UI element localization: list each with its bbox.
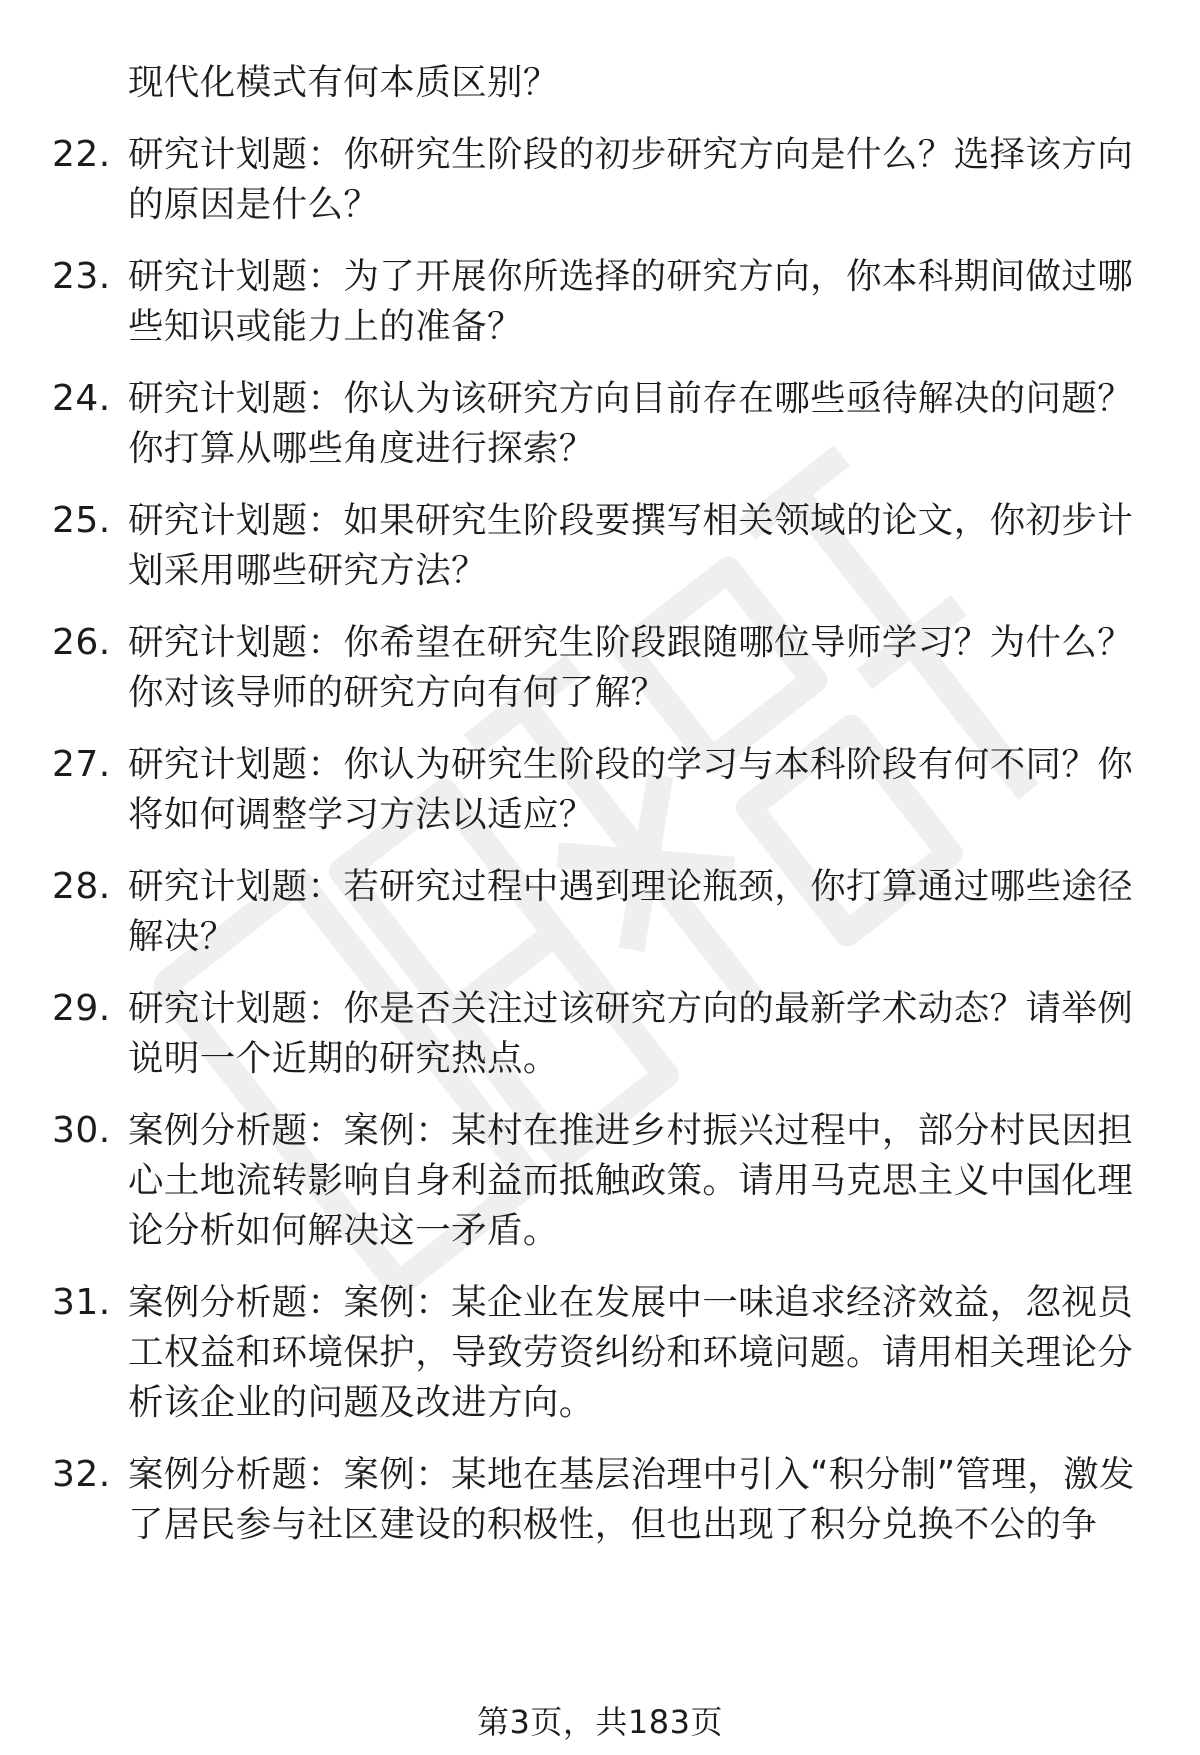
- item-number: 30.: [52, 1110, 111, 1151]
- item-number: 31.: [52, 1282, 111, 1323]
- item-text: 研究计划题：如果研究生阶段要撰写相关领域的论文，你初步计划采用哪些研究方法？: [128, 500, 1134, 591]
- item-number: 28.: [52, 866, 111, 907]
- item-number: 32.: [52, 1454, 111, 1495]
- item-text: 研究计划题：若研究过程中遇到理论瓶颈，你打算通过哪些途径解决？: [128, 866, 1134, 957]
- item-text: 案例分析题：案例：某地在基层治理中引入“积分制”管理，激发了居民参与社区建设的积极性，但也出现了积分兑换不公的争: [128, 1454, 1135, 1545]
- item-number: 25.: [52, 500, 111, 541]
- item-number: 26.: [52, 622, 111, 663]
- item-text: 现代化模式有何本质区别？: [128, 62, 559, 103]
- page-number: 第3页，共183页: [477, 1703, 723, 1741]
- item-text: 研究计划题：你认为研究生阶段的学习与本科阶段有何不同？你将如何调整学习方法以适应？: [128, 744, 1134, 835]
- item-text: 研究计划题：你希望在研究生阶段跟随哪位导师学习？为什么？你对该导师的研究方向有何了解？: [128, 622, 1134, 713]
- item-text: 研究计划题：为了开展你所选择的研究方向，你本科期间做过哪些知识或能力上的准备？: [128, 256, 1134, 347]
- item-number: 23.: [52, 256, 111, 297]
- item-text: 研究计划题：你认为该研究方向目前存在哪些亟待解决的问题？你打算从哪些角度进行探索？: [128, 378, 1134, 469]
- item-number: 29.: [52, 988, 111, 1029]
- item-text: 案例分析题：案例：某企业在发展中一味追求经济效益，忽视员工权益和环境保护，导致劳资纠纷和环境问题。请用相关理论分析该企业的问题及改进方向。: [128, 1282, 1134, 1423]
- item-number: 24.: [52, 378, 111, 419]
- item-number: 22.: [52, 134, 111, 175]
- item-text: 案例分析题：案例：某村在推进乡村振兴过程中，部分村民因担心土地流转影响自身利益而抵触政策。请用马克思主义中国化理论分析如何解决这一矛盾。: [128, 1110, 1134, 1251]
- item-text: 研究计划题：你研究生阶段的初步研究方向是什么？选择该方向的原因是什么？: [128, 134, 1134, 225]
- item-number: 27.: [52, 744, 111, 785]
- item-text: 研究计划题：你是否关注过该研究方向的最新学术动态？请举例说明一个近期的研究热点。: [128, 988, 1134, 1079]
